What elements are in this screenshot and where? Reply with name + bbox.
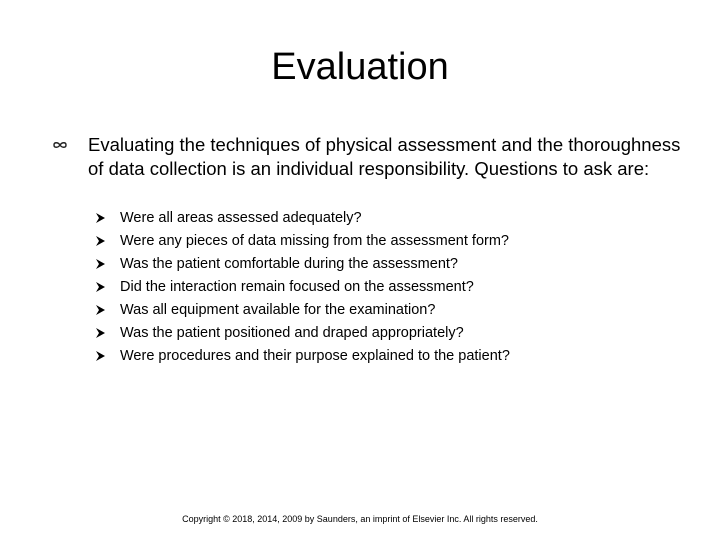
- list-item: [94, 229, 694, 252]
- arrowhead-bullet-icon: [94, 327, 106, 339]
- copyright-footer: Copyright © 2018, 2014, 2009 by Saunders, an imprint of Elsevier Inc. All rights reserved.: [182, 514, 538, 524]
- list-item: [94, 252, 694, 275]
- list-item: [94, 206, 694, 229]
- question-text: Did the interaction remain focused on the assessment?: [120, 278, 474, 295]
- question-text: Were all areas assessed adequately?: [120, 209, 362, 226]
- question-text: Were procedures and their purpose explained to the patient?: [120, 347, 510, 364]
- infinity-bullet-icon: [52, 137, 68, 153]
- list-item: [94, 321, 694, 344]
- arrowhead-bullet-icon: [94, 304, 106, 316]
- list-item: [94, 275, 694, 298]
- question-text: Was the patient positioned and draped appropriately?: [120, 324, 464, 341]
- question-text: Were any pieces of data missing from the assessment form?: [120, 232, 509, 249]
- main-bullet-text: Evaluating the techniques of physical assessment and the thoroughness of data collection is an individual responsibility. Questions to ask are:: [88, 134, 681, 179]
- question-text: Was the patient comfortable during the assessment?: [120, 255, 458, 272]
- slide-title: Evaluation: [271, 46, 449, 88]
- arrowhead-bullet-icon: [94, 212, 106, 224]
- question-list: [94, 206, 694, 367]
- list-item: [94, 298, 694, 321]
- question-text: Was all equipment available for the examination?: [120, 301, 436, 318]
- list-item: [94, 344, 694, 367]
- arrowhead-bullet-icon: [94, 235, 106, 247]
- arrowhead-bullet-icon: [94, 281, 106, 293]
- arrowhead-bullet-icon: [94, 350, 106, 362]
- arrowhead-bullet-icon: [94, 258, 106, 270]
